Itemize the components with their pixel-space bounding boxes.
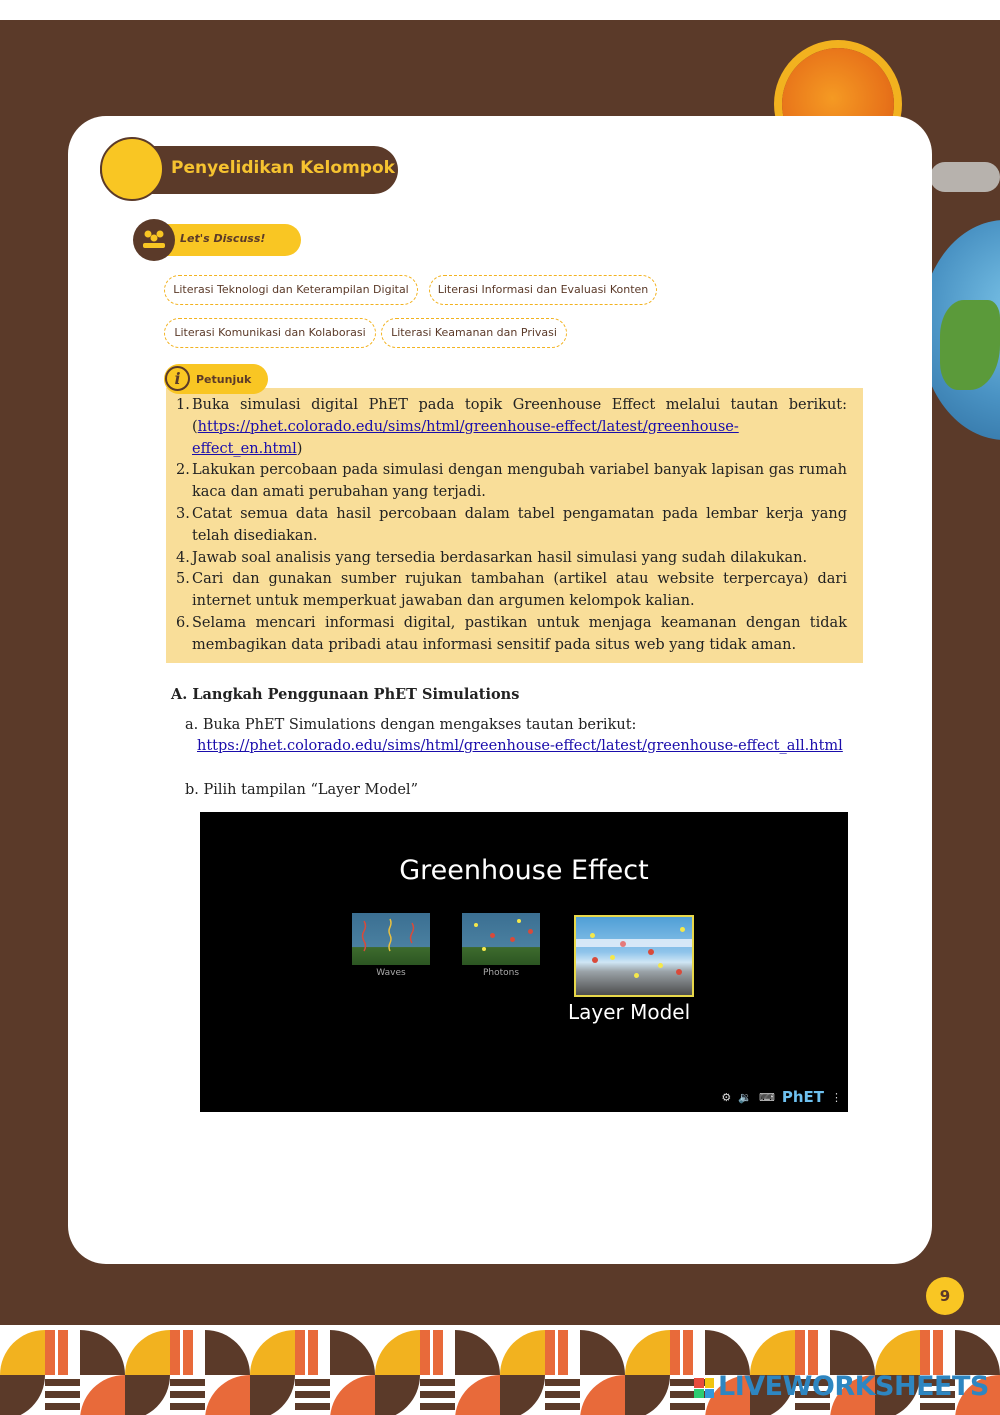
photon-dot bbox=[620, 941, 626, 947]
instructions-list bbox=[176, 395, 847, 657]
list-item bbox=[176, 548, 847, 570]
photon-dot bbox=[658, 963, 663, 968]
photon-dot bbox=[510, 937, 515, 942]
list-text-suffix: ) bbox=[296, 440, 303, 457]
screen-label-layer-model: Layer Model bbox=[568, 1000, 691, 1024]
list-item bbox=[176, 569, 847, 613]
phet-logo[interactable]: PhET bbox=[781, 1088, 824, 1106]
photon-dot bbox=[592, 957, 598, 963]
list-text: Selama mencari informasi digital, pastikan untuk menjaga keamanan dengan tidak membagikan data pribadi atau informasi sensitif pada situs web yang tidak aman. bbox=[192, 614, 847, 653]
photon-dot bbox=[610, 955, 615, 960]
photon-dot bbox=[590, 933, 595, 938]
group-discussion-icon bbox=[133, 219, 175, 261]
list-number: 3. bbox=[176, 505, 190, 522]
screen-label-photons: Photons bbox=[482, 968, 520, 978]
step-a-text: a. Buka PhET Simulations dengan mengakses tautan berikut: bbox=[185, 717, 637, 733]
list-text: Jawab soal analisis yang tersedia berdasarkan hasil simulasi yang sudah dilakukan. bbox=[192, 549, 808, 566]
step-b-text: b. Pilih tampilan “Layer Model” bbox=[185, 782, 418, 798]
list-text: Cari dan gunakan sumber rujukan tambahan (artikel atau website terpercaya) dari internet untuk memperkuat jawaban dan argumen kelompok kalian. bbox=[192, 571, 847, 610]
settings-icon[interactable]: ⚙ bbox=[721, 1090, 732, 1104]
phet-link-en[interactable]: https://phet.colorado.edu/sims/html/greenhouse-effect/latest/greenhouse-effect_en.html bbox=[192, 418, 739, 457]
phet-simulation-screenshot bbox=[200, 812, 848, 1112]
list-number: 6. bbox=[176, 614, 190, 631]
photon-dot bbox=[474, 923, 478, 927]
liveworksheets-logo[interactable]: LIVEWORKSHEETS bbox=[718, 1371, 989, 1402]
info-icon: i bbox=[165, 366, 190, 391]
page-number: 9 bbox=[926, 1277, 964, 1315]
cloud-illustration bbox=[930, 162, 1000, 192]
tag-literasi-keamanan: Literasi Keamanan dan Privasi bbox=[381, 318, 567, 348]
tag-literasi-teknologi: Literasi Teknologi dan Keterampilan Digital bbox=[164, 275, 418, 305]
list-text: Buka simulasi digital PhET pada topik Greenhouse Effect melalui tautan berikut: ( bbox=[192, 397, 847, 435]
title-circle-decoration bbox=[100, 137, 164, 201]
list-item bbox=[176, 395, 847, 460]
tag-literasi-komunikasi: Literasi Komunikasi dan Kolaborasi bbox=[164, 318, 376, 348]
more-icon[interactable]: ⋮ bbox=[831, 1090, 842, 1104]
photon-dot bbox=[517, 919, 521, 923]
simulation-title: Greenhouse Effect bbox=[399, 855, 649, 886]
photon-dot bbox=[490, 933, 495, 938]
list-number: 2. bbox=[176, 462, 190, 479]
screen-thumb-waves[interactable] bbox=[352, 913, 430, 965]
list-number: 4. bbox=[176, 549, 190, 566]
photon-dot bbox=[680, 927, 685, 932]
discuss-label: Let's Discuss! bbox=[180, 232, 266, 245]
photon-dot bbox=[648, 949, 654, 955]
section-title: A. Langkah Penggunaan PhET Simulations bbox=[171, 686, 520, 703]
sound-icon[interactable]: 🔉 bbox=[738, 1090, 752, 1104]
top-margin bbox=[0, 0, 1000, 20]
photon-dot bbox=[528, 929, 533, 934]
atmosphere-layer bbox=[576, 939, 692, 947]
simulation-toolbar bbox=[721, 1088, 842, 1106]
phet-link-all[interactable]: https://phet.colorado.edu/sims/html/greenhouse-effect/latest/greenhouse-effect_all.html bbox=[197, 738, 843, 754]
photon-dot bbox=[676, 969, 682, 975]
liveworksheets-badge-icon bbox=[694, 1378, 714, 1398]
page-title: Penyelidikan Kelompok bbox=[171, 158, 395, 178]
list-item bbox=[176, 460, 847, 504]
list-text: Lakukan percobaan pada simulasi dengan mengubah variabel banyak lapisan gas rumah kaca dan amati perubahan yang terjadi. bbox=[192, 462, 847, 501]
list-number: 5. bbox=[176, 571, 190, 588]
globe-land-illustration bbox=[940, 300, 1000, 390]
screen-thumb-photons[interactable] bbox=[462, 913, 540, 965]
waves-icon bbox=[352, 913, 430, 965]
photon-dot bbox=[482, 947, 486, 951]
screen-label-waves: Waves bbox=[376, 968, 406, 978]
photon-dot bbox=[634, 973, 639, 978]
screen-thumb-layer-model[interactable] bbox=[574, 915, 694, 997]
list-item bbox=[176, 613, 847, 657]
tag-literasi-informasi: Literasi Informasi dan Evaluasi Konten bbox=[429, 275, 657, 305]
keyboard-icon[interactable]: ⌨ bbox=[758, 1090, 775, 1104]
list-number: 1. bbox=[176, 397, 190, 413]
list-item bbox=[176, 504, 847, 548]
instructions-label: Petunjuk bbox=[196, 373, 252, 386]
list-text: Catat semua data hasil percobaan dalam tabel pengamatan pada lembar kerja yang telah disediakan. bbox=[192, 505, 847, 544]
